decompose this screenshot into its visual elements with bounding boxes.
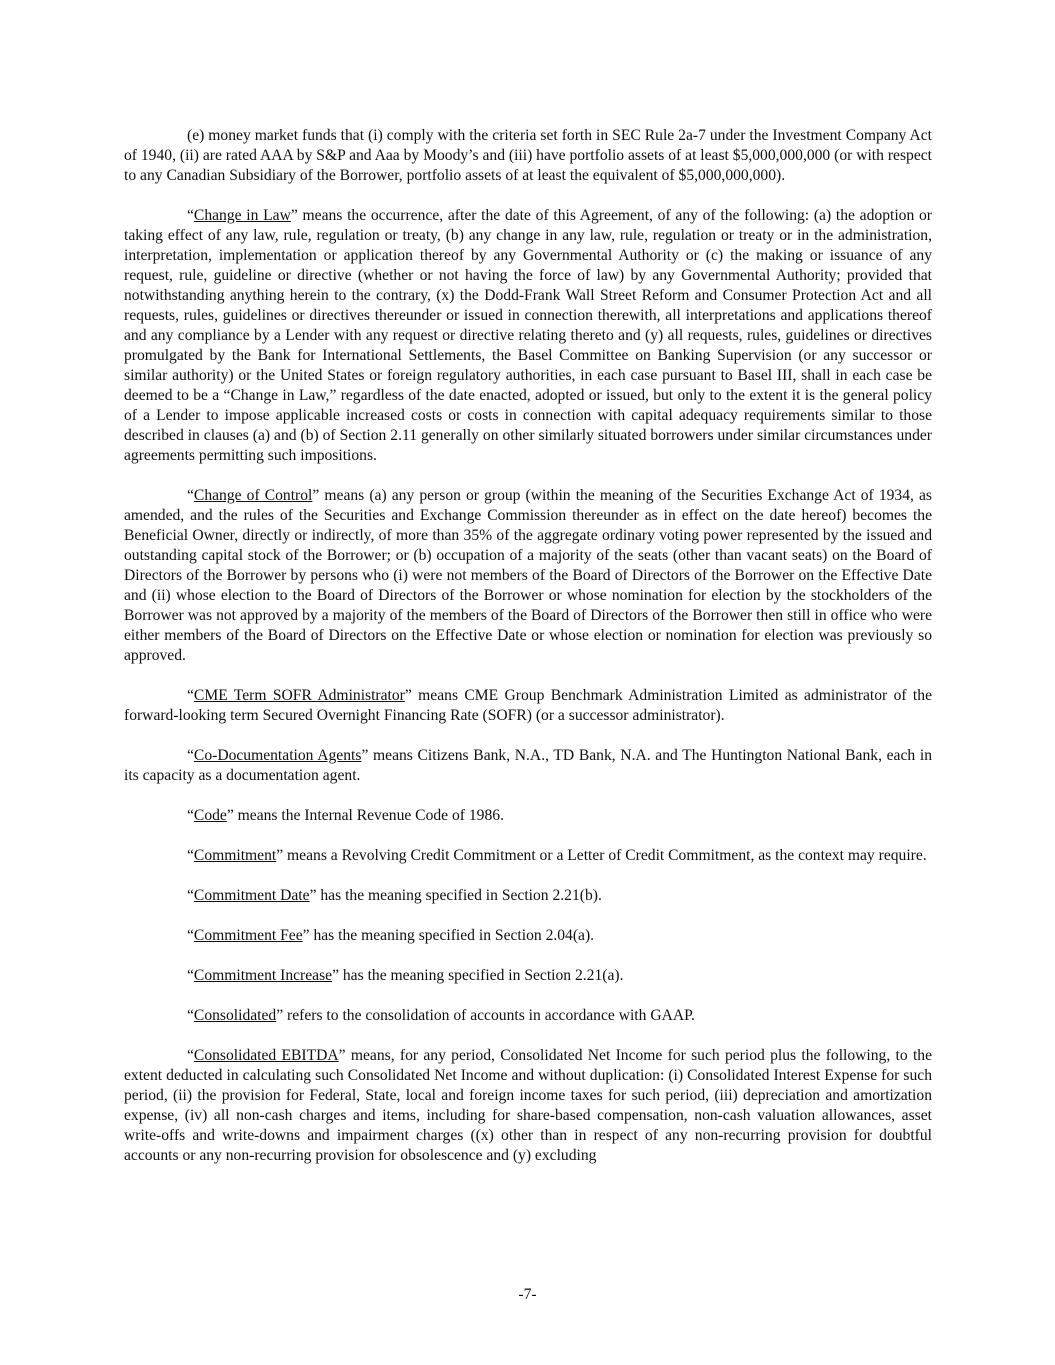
open-quote: “ <box>187 847 194 864</box>
definition-text: ” means CME Group Benchmark Administration Limited as administrator of the forward-looking term Secured Overnight Financing Rate (SOFR) (or a successor administrator). <box>124 687 932 724</box>
definition-text: ” refers to the consolidation of accounts in accordance with GAAP. <box>276 1007 695 1024</box>
definition-text: ” means (a) any person or group (within the meaning of the Securities Exchange Act of 1934, as amended, and the rules of the Securities and Exchange Commission thereunder as in effect on the date hereof) becomes the Beneficial Owner, directly or indirectly, of more than 35% of the aggregate ordinary voting power represented by the issued and outstanding capital stock of the Borrower; or (b) occupation of a majority of the seats (other than vacant seats) on the Board of Directors of the Borrower by persons who (i) were not members of the Board of Directors of the Borrower on the Effective Date and (ii) whose election to the Board of Directors of the Borrower or whose nomination for election by the stockholders of the Borrower was not approved by a majority of the members of the Board of Directors of the Borrower then still in office who were either members of the Board of Directors on the Effective Date or whose election or nomination for election was previously so approved. <box>124 487 932 664</box>
definition-paragraph <box>124 686 932 726</box>
defined-term: Commitment <box>193 847 277 864</box>
definition-text: ” means the occurrence, after the date of this Agreement, of any of the following: (a) the adoption or taking effect of any law, rule, regulation or treaty, (b) any change in any law, rule, regulation or treaty or in the administration, interpretation, implementation or application thereof by any Governmental Authority or (c) the making or issuance of any request, rule, guideline or directive (whether or not having the force of law) by any Governmental Authority; provided that notwithstanding anything herein to the contrary, (x) the Dodd-Frank Wall Street Reform and Consumer Protection Act and all requests, rules, guidelines or directives thereunder or issued in connection therewith, all interpretations and applications thereof and any compliance by a Lender with any request or directive relating thereto and (y) all requests, rules, guidelines or directives promulgated by the Bank for International Settlements, the Basel Committee on Banking Supervision (or any successor or similar authority) or the United States or foreign regulatory authorities, in each case pursuant to Basel III, shall in each case be deemed to be a “Change in Law,” regardless of the date enacted, adopted or issued, but only to the extent it is the general policy of a Lender to impose applicable increased costs or costs in connection with capital adequacy requirements similar to those described in clauses (a) and (b) of Section 2.11 generally on other similarly situated borrowers under similar circumstances under agreements permitting such impositions. <box>124 207 932 464</box>
open-quote: “ <box>187 967 194 984</box>
open-quote: “ <box>187 747 194 764</box>
definition-text: ” has the meaning specified in Section 2.21(a). <box>332 967 624 984</box>
defined-term: Commitment Date <box>193 887 310 904</box>
definition-text: ” has the meaning specified in Section 2.04(a). <box>302 927 595 944</box>
open-quote: “ <box>187 887 194 904</box>
definition-paragraph <box>124 886 932 906</box>
definition-paragraph <box>124 486 932 666</box>
definition-paragraph <box>124 206 932 466</box>
defined-term: Code <box>193 807 227 824</box>
open-quote: “ <box>187 487 194 504</box>
open-quote: “ <box>187 927 194 944</box>
open-quote: “ <box>187 687 194 704</box>
open-quote: “ <box>187 1047 194 1064</box>
page-number: -7- <box>518 1286 537 1303</box>
defined-term: Commitment Increase <box>193 967 333 984</box>
defined-term: Commitment Fee <box>193 927 303 944</box>
definition-paragraph <box>124 1046 932 1166</box>
defined-term: Co-Documentation Agents <box>193 747 362 764</box>
definition-text: ” means a Revolving Credit Commitment or a Letter of Credit Commitment, as the context may require. <box>276 847 927 864</box>
definition-paragraph <box>124 1006 932 1026</box>
defined-term: Consolidated <box>193 1007 277 1024</box>
open-quote: “ <box>187 1007 194 1024</box>
definition-paragraph <box>124 806 932 826</box>
definition-paragraph <box>124 126 932 186</box>
definition-text: ” means, for any period, Consolidated Net Income for such period plus the following, to the extent deducted in calculating such Consolidated Net Income and without duplication: (i) Consolidated Interest Expense for such period, (ii) the provision for Federal, State, local and foreign income taxes for such period, (iii) depreciation and amortization expense, (iv) all non-cash charges and items, including for share-based compensation, non-cash valuation allowances, asset write-offs and write-downs and impairment charges ((x) other than in respect of any non-recurring provision for doubtful accounts or any non-recurring provision for obsolescence and (y) excluding <box>124 1047 933 1164</box>
open-quote: “ <box>187 207 194 224</box>
definition-paragraph <box>124 846 932 866</box>
defined-term: CME Term SOFR Administrator <box>193 687 405 704</box>
document-body <box>124 126 932 1186</box>
defined-term: Consolidated EBITDA <box>193 1047 339 1064</box>
definition-text: ” means Citizens Bank, N.A., TD Bank, N.A. and The Huntington National Bank, each in its capacity as a documentation agent. <box>124 747 932 784</box>
definition-paragraph <box>124 746 932 786</box>
definition-paragraph <box>124 926 932 946</box>
defined-term: Change of Control <box>193 487 313 504</box>
definition-text: ” means the Internal Revenue Code of 1986. <box>226 807 504 824</box>
definition-text: ” has the meaning specified in Section 2.21(b). <box>309 887 602 904</box>
definition-text: (e) money market funds that (i) comply with the criteria set forth in SEC Rule 2a-7 under the Investment Company Act of 1940, (ii) are rated AAA by S&P and Aaa by Moody’s and (iii) have portfolio assets of at least $5,000,000,000 (or with respect to any Canadian Subsidiary of the Borrower, portfolio assets of at least the equivalent of $5,000,000,000). <box>124 127 932 184</box>
defined-term: Change in Law <box>193 207 291 224</box>
open-quote: “ <box>187 807 194 824</box>
definition-paragraph <box>124 966 932 986</box>
